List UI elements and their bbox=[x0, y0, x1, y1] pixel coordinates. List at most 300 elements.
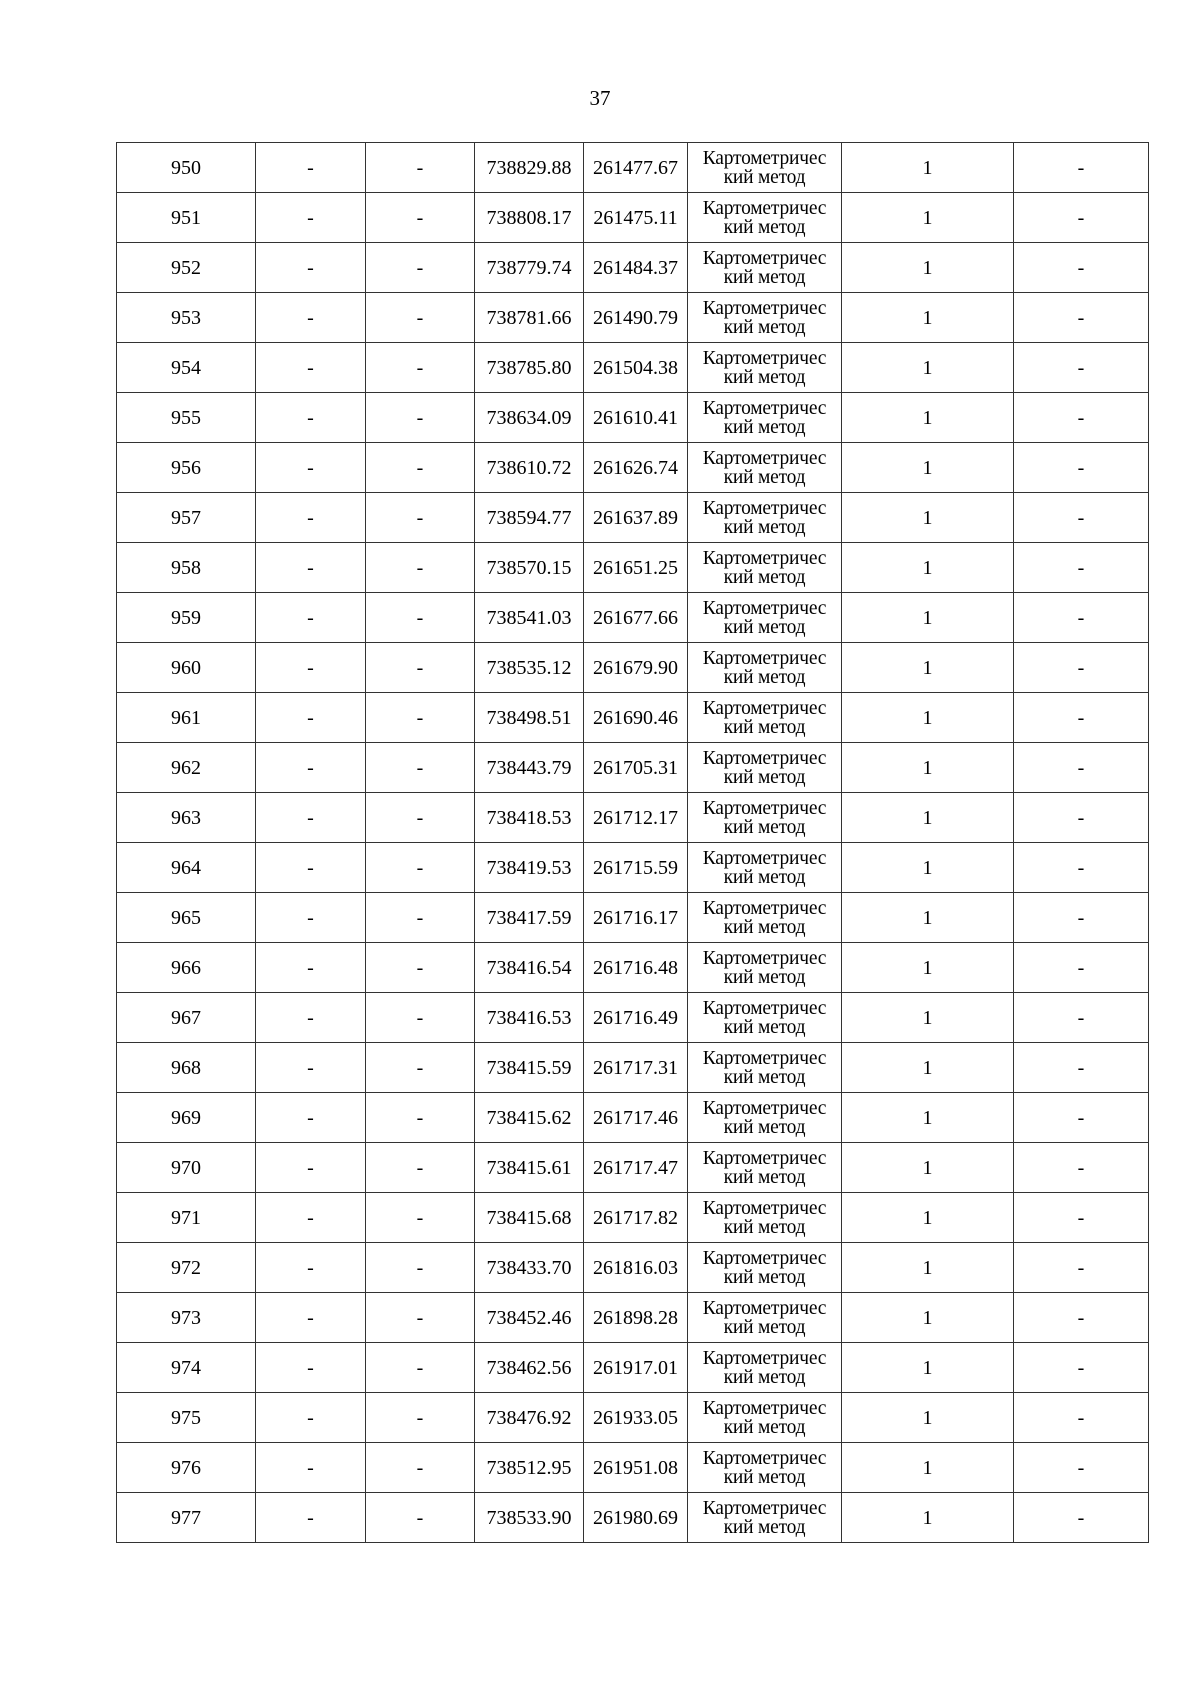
empty-value-cell: - bbox=[1014, 1343, 1149, 1393]
precision-cell: 1 bbox=[842, 193, 1014, 243]
method-label-line1: Картометричес bbox=[702, 447, 827, 469]
method-label-line2: кий метод bbox=[723, 1416, 806, 1438]
point-number-cell: 974 bbox=[117, 1343, 256, 1393]
precision-cell: 1 bbox=[842, 1193, 1014, 1243]
x-coordinate-cell: 738462.56 bbox=[475, 1343, 584, 1393]
point-number-cell: 954 bbox=[117, 343, 256, 393]
method-label-line1: Картометричес bbox=[702, 147, 827, 169]
empty-value-cell: - bbox=[1014, 293, 1149, 343]
method-label-line1: Картометричес bbox=[702, 647, 827, 669]
y-coordinate-cell: 261716.49 bbox=[584, 993, 688, 1043]
empty-value-cell: - bbox=[366, 593, 475, 643]
empty-value-cell: - bbox=[366, 1343, 475, 1393]
table-row bbox=[117, 543, 1149, 593]
empty-value-cell: - bbox=[1014, 593, 1149, 643]
y-coordinate-cell: 261637.89 bbox=[584, 493, 688, 543]
y-coordinate-cell: 261716.48 bbox=[584, 943, 688, 993]
method-cell bbox=[688, 743, 842, 793]
point-number-cell: 970 bbox=[117, 1143, 256, 1193]
y-coordinate-cell: 261917.01 bbox=[584, 1343, 688, 1393]
precision-cell: 1 bbox=[842, 293, 1014, 343]
method-label-line1: Картометричес bbox=[702, 197, 827, 219]
empty-value-cell: - bbox=[256, 693, 366, 743]
empty-value-cell: - bbox=[1014, 1293, 1149, 1343]
empty-value-cell: - bbox=[366, 1093, 475, 1143]
table-row bbox=[117, 393, 1149, 443]
empty-value-cell: - bbox=[366, 993, 475, 1043]
point-number-cell: 971 bbox=[117, 1193, 256, 1243]
precision-cell: 1 bbox=[842, 1443, 1014, 1493]
method-label-line2: кий метод bbox=[723, 1016, 806, 1038]
point-number-cell: 963 bbox=[117, 793, 256, 843]
table-body bbox=[117, 143, 1149, 1543]
precision-cell: 1 bbox=[842, 1343, 1014, 1393]
point-number-cell: 961 bbox=[117, 693, 256, 743]
precision-cell: 1 bbox=[842, 643, 1014, 693]
method-cell bbox=[688, 993, 842, 1043]
table-row bbox=[117, 993, 1149, 1043]
empty-value-cell: - bbox=[366, 293, 475, 343]
method-label-line2: кий метод bbox=[723, 966, 806, 988]
empty-value-cell: - bbox=[366, 1443, 475, 1493]
point-number-cell: 976 bbox=[117, 1443, 256, 1493]
precision-cell: 1 bbox=[842, 893, 1014, 943]
method-label-line1: Картометричес bbox=[702, 347, 827, 369]
x-coordinate-cell: 738535.12 bbox=[475, 643, 584, 693]
table-row bbox=[117, 943, 1149, 993]
table-row bbox=[117, 1393, 1149, 1443]
precision-cell: 1 bbox=[842, 943, 1014, 993]
table-row bbox=[117, 1193, 1149, 1243]
method-cell bbox=[688, 1393, 842, 1443]
y-coordinate-cell: 261717.31 bbox=[584, 1043, 688, 1093]
method-label-line2: кий метод bbox=[723, 616, 806, 638]
empty-value-cell: - bbox=[366, 1293, 475, 1343]
point-number-cell: 952 bbox=[117, 243, 256, 293]
method-cell bbox=[688, 1043, 842, 1093]
precision-cell: 1 bbox=[842, 243, 1014, 293]
precision-cell: 1 bbox=[842, 1393, 1014, 1443]
table-row bbox=[117, 193, 1149, 243]
empty-value-cell: - bbox=[256, 843, 366, 893]
y-coordinate-cell: 261717.47 bbox=[584, 1143, 688, 1193]
point-number-cell: 975 bbox=[117, 1393, 256, 1443]
x-coordinate-cell: 738415.68 bbox=[475, 1193, 584, 1243]
precision-cell: 1 bbox=[842, 593, 1014, 643]
empty-value-cell: - bbox=[366, 1493, 475, 1543]
empty-value-cell: - bbox=[1014, 1193, 1149, 1243]
method-cell bbox=[688, 193, 842, 243]
empty-value-cell: - bbox=[256, 1393, 366, 1443]
point-number-cell: 966 bbox=[117, 943, 256, 993]
method-label-line2: кий метод bbox=[723, 866, 806, 888]
empty-value-cell: - bbox=[256, 243, 366, 293]
precision-cell: 1 bbox=[842, 543, 1014, 593]
x-coordinate-cell: 738808.17 bbox=[475, 193, 584, 243]
point-number-cell: 951 bbox=[117, 193, 256, 243]
method-label-line1: Картометричес bbox=[702, 997, 827, 1019]
table-row bbox=[117, 1293, 1149, 1343]
method-label-line2: кий метод bbox=[723, 1466, 806, 1488]
method-cell bbox=[688, 1293, 842, 1343]
precision-cell: 1 bbox=[842, 993, 1014, 1043]
x-coordinate-cell: 738433.70 bbox=[475, 1243, 584, 1293]
precision-cell: 1 bbox=[842, 843, 1014, 893]
empty-value-cell: - bbox=[256, 1443, 366, 1493]
page-number: 37 bbox=[589, 86, 611, 110]
method-label-line1: Картометричес bbox=[702, 697, 827, 719]
empty-value-cell: - bbox=[256, 193, 366, 243]
precision-cell: 1 bbox=[842, 1143, 1014, 1193]
y-coordinate-cell: 261951.08 bbox=[584, 1443, 688, 1493]
method-label-line1: Картометричес bbox=[702, 547, 827, 569]
method-label-line1: Картометричес bbox=[702, 1347, 827, 1369]
precision-cell: 1 bbox=[842, 693, 1014, 743]
y-coordinate-cell: 261475.11 bbox=[584, 193, 688, 243]
point-number-cell: 953 bbox=[117, 293, 256, 343]
table-row bbox=[117, 843, 1149, 893]
table-row bbox=[117, 643, 1149, 693]
empty-value-cell: - bbox=[366, 793, 475, 843]
point-number-cell: 967 bbox=[117, 993, 256, 1043]
x-coordinate-cell: 738570.15 bbox=[475, 543, 584, 593]
empty-value-cell: - bbox=[366, 843, 475, 893]
empty-value-cell: - bbox=[366, 1393, 475, 1443]
table-row bbox=[117, 893, 1149, 943]
table-row bbox=[117, 793, 1149, 843]
empty-value-cell: - bbox=[366, 343, 475, 393]
empty-value-cell: - bbox=[256, 793, 366, 843]
empty-value-cell: - bbox=[366, 1243, 475, 1293]
method-label-line1: Картометричес bbox=[702, 747, 827, 769]
method-cell bbox=[688, 443, 842, 493]
precision-cell: 1 bbox=[842, 493, 1014, 543]
y-coordinate-cell: 261717.46 bbox=[584, 1093, 688, 1143]
y-coordinate-cell: 261677.66 bbox=[584, 593, 688, 643]
table-row bbox=[117, 1143, 1149, 1193]
method-label-line2: кий метод bbox=[723, 266, 806, 288]
y-coordinate-cell: 261504.38 bbox=[584, 343, 688, 393]
method-label-line2: кий метод bbox=[723, 1266, 806, 1288]
empty-value-cell: - bbox=[366, 243, 475, 293]
empty-value-cell: - bbox=[256, 1193, 366, 1243]
method-label-line1: Картометричес bbox=[702, 797, 827, 819]
table-row bbox=[117, 1043, 1149, 1093]
method-cell bbox=[688, 643, 842, 693]
empty-value-cell: - bbox=[366, 743, 475, 793]
table-row bbox=[117, 693, 1149, 743]
empty-value-cell: - bbox=[256, 893, 366, 943]
empty-value-cell: - bbox=[1014, 793, 1149, 843]
method-label-line2: кий метод bbox=[723, 816, 806, 838]
x-coordinate-cell: 738443.79 bbox=[475, 743, 584, 793]
empty-value-cell: - bbox=[1014, 493, 1149, 543]
empty-value-cell: - bbox=[1014, 1243, 1149, 1293]
method-cell bbox=[688, 1443, 842, 1493]
precision-cell: 1 bbox=[842, 393, 1014, 443]
x-coordinate-cell: 738610.72 bbox=[475, 443, 584, 493]
point-number-cell: 962 bbox=[117, 743, 256, 793]
precision-cell: 1 bbox=[842, 743, 1014, 793]
empty-value-cell: - bbox=[366, 943, 475, 993]
empty-value-cell: - bbox=[366, 443, 475, 493]
empty-value-cell: - bbox=[256, 1043, 366, 1093]
x-coordinate-cell: 738418.53 bbox=[475, 793, 584, 843]
table-row bbox=[117, 443, 1149, 493]
y-coordinate-cell: 261716.17 bbox=[584, 893, 688, 943]
method-label-line1: Картометричес bbox=[702, 1147, 827, 1169]
method-label-line1: Картометричес bbox=[702, 1247, 827, 1269]
empty-value-cell: - bbox=[1014, 443, 1149, 493]
method-label-line1: Картометричес bbox=[702, 497, 827, 519]
y-coordinate-cell: 261690.46 bbox=[584, 693, 688, 743]
empty-value-cell: - bbox=[256, 493, 366, 543]
table-row bbox=[117, 593, 1149, 643]
point-number-cell: 973 bbox=[117, 1293, 256, 1343]
method-label-line2: кий метод bbox=[723, 716, 806, 738]
empty-value-cell: - bbox=[1014, 393, 1149, 443]
table-row bbox=[117, 343, 1149, 393]
empty-value-cell: - bbox=[256, 143, 366, 193]
empty-value-cell: - bbox=[366, 1043, 475, 1093]
table-row bbox=[117, 493, 1149, 543]
y-coordinate-cell: 261712.17 bbox=[584, 793, 688, 843]
empty-value-cell: - bbox=[366, 143, 475, 193]
point-number-cell: 956 bbox=[117, 443, 256, 493]
method-label-line2: кий метод bbox=[723, 166, 806, 188]
method-label-line2: кий метод bbox=[723, 916, 806, 938]
empty-value-cell: - bbox=[256, 1243, 366, 1293]
precision-cell: 1 bbox=[842, 1043, 1014, 1093]
y-coordinate-cell: 261484.37 bbox=[584, 243, 688, 293]
y-coordinate-cell: 261610.41 bbox=[584, 393, 688, 443]
precision-cell: 1 bbox=[842, 143, 1014, 193]
method-label-line2: кий метод bbox=[723, 416, 806, 438]
y-coordinate-cell: 261490.79 bbox=[584, 293, 688, 343]
point-number-cell: 960 bbox=[117, 643, 256, 693]
method-cell bbox=[688, 1193, 842, 1243]
empty-value-cell: - bbox=[1014, 993, 1149, 1043]
method-label-line2: кий метод bbox=[723, 1366, 806, 1388]
empty-value-cell: - bbox=[366, 493, 475, 543]
x-coordinate-cell: 738417.59 bbox=[475, 893, 584, 943]
precision-cell: 1 bbox=[842, 343, 1014, 393]
x-coordinate-cell: 738634.09 bbox=[475, 393, 584, 443]
empty-value-cell: - bbox=[256, 993, 366, 1043]
empty-value-cell: - bbox=[1014, 943, 1149, 993]
point-number-cell: 950 bbox=[117, 143, 256, 193]
point-number-cell: 977 bbox=[117, 1493, 256, 1543]
x-coordinate-cell: 738415.59 bbox=[475, 1043, 584, 1093]
x-coordinate-cell: 738416.54 bbox=[475, 943, 584, 993]
empty-value-cell: - bbox=[256, 393, 366, 443]
empty-value-cell: - bbox=[256, 943, 366, 993]
empty-value-cell: - bbox=[366, 693, 475, 743]
method-label-line1: Картометричес bbox=[702, 397, 827, 419]
precision-cell: 1 bbox=[842, 443, 1014, 493]
table-row bbox=[117, 1343, 1149, 1393]
table-row bbox=[117, 243, 1149, 293]
method-label-line1: Картометричес bbox=[702, 1397, 827, 1419]
x-coordinate-cell: 738541.03 bbox=[475, 593, 584, 643]
x-coordinate-cell: 738498.51 bbox=[475, 693, 584, 743]
precision-cell: 1 bbox=[842, 1093, 1014, 1143]
table-row bbox=[117, 1093, 1149, 1143]
empty-value-cell: - bbox=[1014, 343, 1149, 393]
method-label-line1: Картометричес bbox=[702, 1197, 827, 1219]
x-coordinate-cell: 738829.88 bbox=[475, 143, 584, 193]
empty-value-cell: - bbox=[1014, 693, 1149, 743]
x-coordinate-cell: 738512.95 bbox=[475, 1443, 584, 1493]
method-label-line2: кий метод bbox=[723, 766, 806, 788]
method-label-line2: кий метод bbox=[723, 1516, 806, 1538]
x-coordinate-cell: 738415.61 bbox=[475, 1143, 584, 1193]
point-number-cell: 955 bbox=[117, 393, 256, 443]
precision-cell: 1 bbox=[842, 1243, 1014, 1293]
point-number-cell: 957 bbox=[117, 493, 256, 543]
empty-value-cell: - bbox=[1014, 743, 1149, 793]
method-cell bbox=[688, 843, 842, 893]
point-number-cell: 964 bbox=[117, 843, 256, 893]
table-row bbox=[117, 143, 1149, 193]
x-coordinate-cell: 738419.53 bbox=[475, 843, 584, 893]
method-cell bbox=[688, 293, 842, 343]
method-cell bbox=[688, 593, 842, 643]
x-coordinate-cell: 738476.92 bbox=[475, 1393, 584, 1443]
empty-value-cell: - bbox=[1014, 143, 1149, 193]
y-coordinate-cell: 261816.03 bbox=[584, 1243, 688, 1293]
empty-value-cell: - bbox=[1014, 1493, 1149, 1543]
method-label-line2: кий метод bbox=[723, 366, 806, 388]
x-coordinate-cell: 738785.80 bbox=[475, 343, 584, 393]
table-row bbox=[117, 1243, 1149, 1293]
empty-value-cell: - bbox=[1014, 193, 1149, 243]
empty-value-cell: - bbox=[1014, 1093, 1149, 1143]
method-label-line2: кий метод bbox=[723, 216, 806, 238]
precision-cell: 1 bbox=[842, 793, 1014, 843]
point-number-cell: 965 bbox=[117, 893, 256, 943]
empty-value-cell: - bbox=[1014, 543, 1149, 593]
x-coordinate-cell: 738533.90 bbox=[475, 1493, 584, 1543]
method-label-line1: Картометричес bbox=[702, 597, 827, 619]
point-number-cell: 968 bbox=[117, 1043, 256, 1093]
method-cell bbox=[688, 543, 842, 593]
empty-value-cell: - bbox=[256, 443, 366, 493]
empty-value-cell: - bbox=[366, 1193, 475, 1243]
method-cell bbox=[688, 143, 842, 193]
empty-value-cell: - bbox=[256, 293, 366, 343]
method-label-line1: Картометричес bbox=[702, 297, 827, 319]
method-cell bbox=[688, 243, 842, 293]
precision-cell: 1 bbox=[842, 1493, 1014, 1543]
method-cell bbox=[688, 493, 842, 543]
method-cell bbox=[688, 893, 842, 943]
y-coordinate-cell: 261626.74 bbox=[584, 443, 688, 493]
empty-value-cell: - bbox=[366, 643, 475, 693]
method-label-line2: кий метод bbox=[723, 666, 806, 688]
x-coordinate-cell: 738416.53 bbox=[475, 993, 584, 1043]
table-row bbox=[117, 743, 1149, 793]
y-coordinate-cell: 261705.31 bbox=[584, 743, 688, 793]
method-label-line2: кий метод bbox=[723, 1316, 806, 1338]
empty-value-cell: - bbox=[256, 593, 366, 643]
method-cell bbox=[688, 1493, 842, 1543]
y-coordinate-cell: 261980.69 bbox=[584, 1493, 688, 1543]
empty-value-cell: - bbox=[256, 1143, 366, 1193]
empty-value-cell: - bbox=[1014, 1143, 1149, 1193]
empty-value-cell: - bbox=[256, 1293, 366, 1343]
x-coordinate-cell: 738415.62 bbox=[475, 1093, 584, 1143]
method-label-line2: кий метод bbox=[723, 1216, 806, 1238]
method-label-line2: кий метод bbox=[723, 1116, 806, 1138]
method-label-line1: Картометричес bbox=[702, 247, 827, 269]
empty-value-cell: - bbox=[256, 543, 366, 593]
method-cell bbox=[688, 793, 842, 843]
method-label-line1: Картометричес bbox=[702, 1297, 827, 1319]
method-label-line2: кий метод bbox=[723, 316, 806, 338]
empty-value-cell: - bbox=[366, 393, 475, 443]
method-cell bbox=[688, 1143, 842, 1193]
method-cell bbox=[688, 693, 842, 743]
table-row bbox=[117, 1493, 1149, 1543]
method-label-line2: кий метод bbox=[723, 566, 806, 588]
x-coordinate-cell: 738452.46 bbox=[475, 1293, 584, 1343]
method-label-line2: кий метод bbox=[723, 516, 806, 538]
x-coordinate-cell: 738594.77 bbox=[475, 493, 584, 543]
table-row bbox=[117, 1443, 1149, 1493]
empty-value-cell: - bbox=[1014, 893, 1149, 943]
empty-value-cell: - bbox=[366, 543, 475, 593]
y-coordinate-cell: 261898.28 bbox=[584, 1293, 688, 1343]
precision-cell: 1 bbox=[842, 1293, 1014, 1343]
empty-value-cell: - bbox=[256, 743, 366, 793]
method-cell bbox=[688, 1343, 842, 1393]
empty-value-cell: - bbox=[256, 643, 366, 693]
point-number-cell: 959 bbox=[117, 593, 256, 643]
method-cell bbox=[688, 343, 842, 393]
table-row bbox=[117, 293, 1149, 343]
y-coordinate-cell: 261651.25 bbox=[584, 543, 688, 593]
coordinates-table bbox=[116, 142, 1149, 1543]
empty-value-cell: - bbox=[1014, 243, 1149, 293]
empty-value-cell: - bbox=[366, 1143, 475, 1193]
method-label-line1: Картометричес bbox=[702, 1497, 827, 1519]
point-number-cell: 969 bbox=[117, 1093, 256, 1143]
method-label-line2: кий метод bbox=[723, 466, 806, 488]
empty-value-cell: - bbox=[1014, 1043, 1149, 1093]
method-label-line1: Картометричес bbox=[702, 1047, 827, 1069]
empty-value-cell: - bbox=[1014, 1443, 1149, 1493]
method-cell bbox=[688, 943, 842, 993]
empty-value-cell: - bbox=[1014, 843, 1149, 893]
y-coordinate-cell: 261679.90 bbox=[584, 643, 688, 693]
y-coordinate-cell: 261933.05 bbox=[584, 1393, 688, 1443]
y-coordinate-cell: 261477.67 bbox=[584, 143, 688, 193]
method-label-line1: Картометричес bbox=[702, 897, 827, 919]
empty-value-cell: - bbox=[366, 193, 475, 243]
y-coordinate-cell: 261717.82 bbox=[584, 1193, 688, 1243]
x-coordinate-cell: 738779.74 bbox=[475, 243, 584, 293]
method-label-line1: Картометричес bbox=[702, 847, 827, 869]
empty-value-cell: - bbox=[256, 1093, 366, 1143]
y-coordinate-cell: 261715.59 bbox=[584, 843, 688, 893]
empty-value-cell: - bbox=[1014, 643, 1149, 693]
method-label-line1: Картометричес bbox=[702, 1447, 827, 1469]
point-number-cell: 972 bbox=[117, 1243, 256, 1293]
point-number-cell: 958 bbox=[117, 543, 256, 593]
method-label-line1: Картометричес bbox=[702, 1097, 827, 1119]
empty-value-cell: - bbox=[256, 1343, 366, 1393]
